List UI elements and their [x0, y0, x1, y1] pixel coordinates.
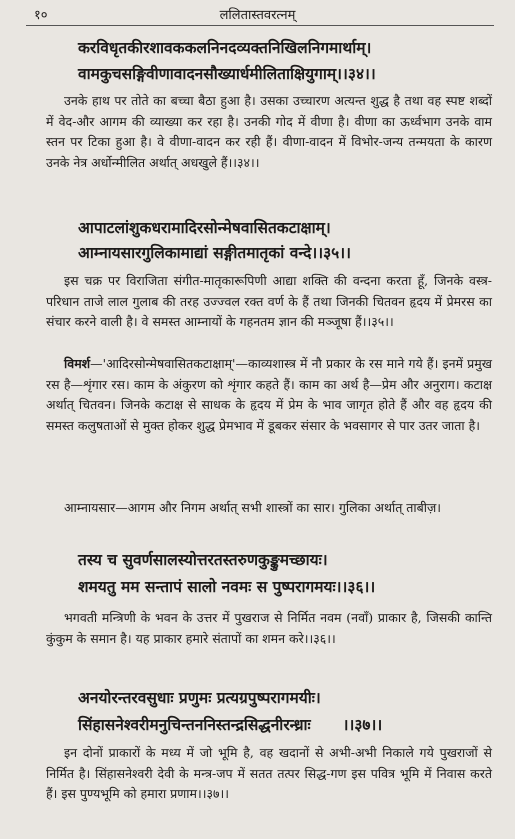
verse-37-number: ।।३७।।	[342, 715, 383, 734]
running-title: ललितास्तवरत्नम्	[219, 8, 296, 23]
page-number: १०	[34, 8, 48, 23]
vimarsh-text: —'आदिरसोन्मेषवासितकटाक्षाम्'—काव्यशास्त्र में नौ प्रकार के रस माने गये हैं। इनमें प्रमुख रस है—शृंगार रस। काम के अंकुरण को शृंगार कहते हैं। काम का अर्थ है—प्रेम और अनुराग। कटाक्ष अर्थात् चितवन। जिनके कटाक्ष से साधक के हृदय में प्रेम के भाव जागृत होते हैं और वह हृदय की समस्त कलुषताओं से मुक्त होकर शुद्ध प्रेमभाव में डूबकर संसार के भवसागर से पार उतर जाता है।	[46, 356, 492, 433]
verse-37-line-2	[78, 715, 382, 735]
verse-35-line-1: आपाटलांशुकधरामादिरसोन्मेषवासितकटाक्षाम्।	[78, 218, 331, 237]
verse-37-text: सिंहासनेश्वरीमनुचिन्तननिस्तन्द्रसिद्धनीरन्ध्राः	[78, 715, 311, 734]
amnaya-note: आम्नायसार—आगम और निगम अर्थात् सभी शास्त्रों का सार। गुलिका अर्थात् ताबीज़।	[64, 500, 442, 515]
verse-34-line-2: वामकुचसङ्गिवीणावादनसौख्यार्धमीलिताक्षियुगाम्।।३४।।	[78, 64, 376, 83]
header-rule	[26, 25, 494, 26]
commentary-35: इस चक्र पर विराजिता संगीत-मातृकारूपिणी आद्या शक्ति की वन्दना करता हूँ, जिनके वस्त्र-परिधान ताजे लाल गुलाब की तरह उज्ज्वल रक्त वर्ण के हैं तथा जिनकी चितवन हृदय में प्रेमरस का संचार करने वाली है। वे समस्त आम्नायों के गहनतम ज्ञान की मञ्जूषा हैं।।३५।।	[46, 273, 492, 330]
verse-34-line-1: करविधृतकीरशावककलनिनदव्यक्तनिखिलनिगमार्थाम्।	[78, 38, 372, 57]
vimarsh-heading: विमर्श	[64, 356, 91, 371]
verse-36-line-1: तस्य च सुवर्णसालस्योत्तरतस्तरुणकुङ्कुमच्छायः।	[78, 550, 328, 569]
vimarsh-paragraph	[46, 354, 492, 436]
verse-37-line-1: अनयोरन्तरवसुधाः प्रणुमः प्रत्यग्रपुष्परागमयीः।	[78, 688, 321, 707]
commentary-36: भगवती मन्त्रिणी के भवन के उत्तर में पुखराज से निर्मित नवम (नवाँ) प्राकार है, जिसकी कान्ति कुंकुम के समान है। यह प्राकार हमारे संतापों का शमन करे।।३६।।	[46, 610, 492, 646]
commentary-37: इन दोनों प्राकारों के मध्य में जो भूमि है, वह खदानों से अभी-अभी निकाले गये पुखराजों से निर्मित है। सिंहासनेश्वरी देवी के मन्त्र-जप में सतत तत्पर सिद्ध-गण इस पवित्र भूमि में निवास करते हैं। इस पुण्यभूमि को हमारा प्रणाम।।३७।।	[46, 745, 492, 802]
page-header	[0, 3, 515, 25]
verse-36-line-2: शमयतु मम सन्तापं सालो नवमः स पुष्परागमयः।।३६।।	[78, 577, 376, 596]
commentary-34: उनके हाथ पर तोते का बच्चा बैठा हुआ है। उसका उच्चारण अत्यन्त शुद्ध है तथा वह स्पष्ट शब्दों में वेद-और आगम की व्याख्या कर रहा है। उनकी गोद में वीणा है। वीणा का ऊर्ध्वभाग उनके वाम स्तन पर टिका हुआ है। वे वीणा-वादन कर रही हैं। वीणा-वादन में विभोर-जन्य तन्मयता के कारण उनके नेत्र अर्धोन्मीलित अर्थात् अधखुले हैं।।३४।।	[46, 93, 492, 170]
verse-35-line-2: आम्नायसारगुलिकामाद्यां सङ्गीतमातृकां वन्दे।।३५।।	[78, 243, 351, 262]
